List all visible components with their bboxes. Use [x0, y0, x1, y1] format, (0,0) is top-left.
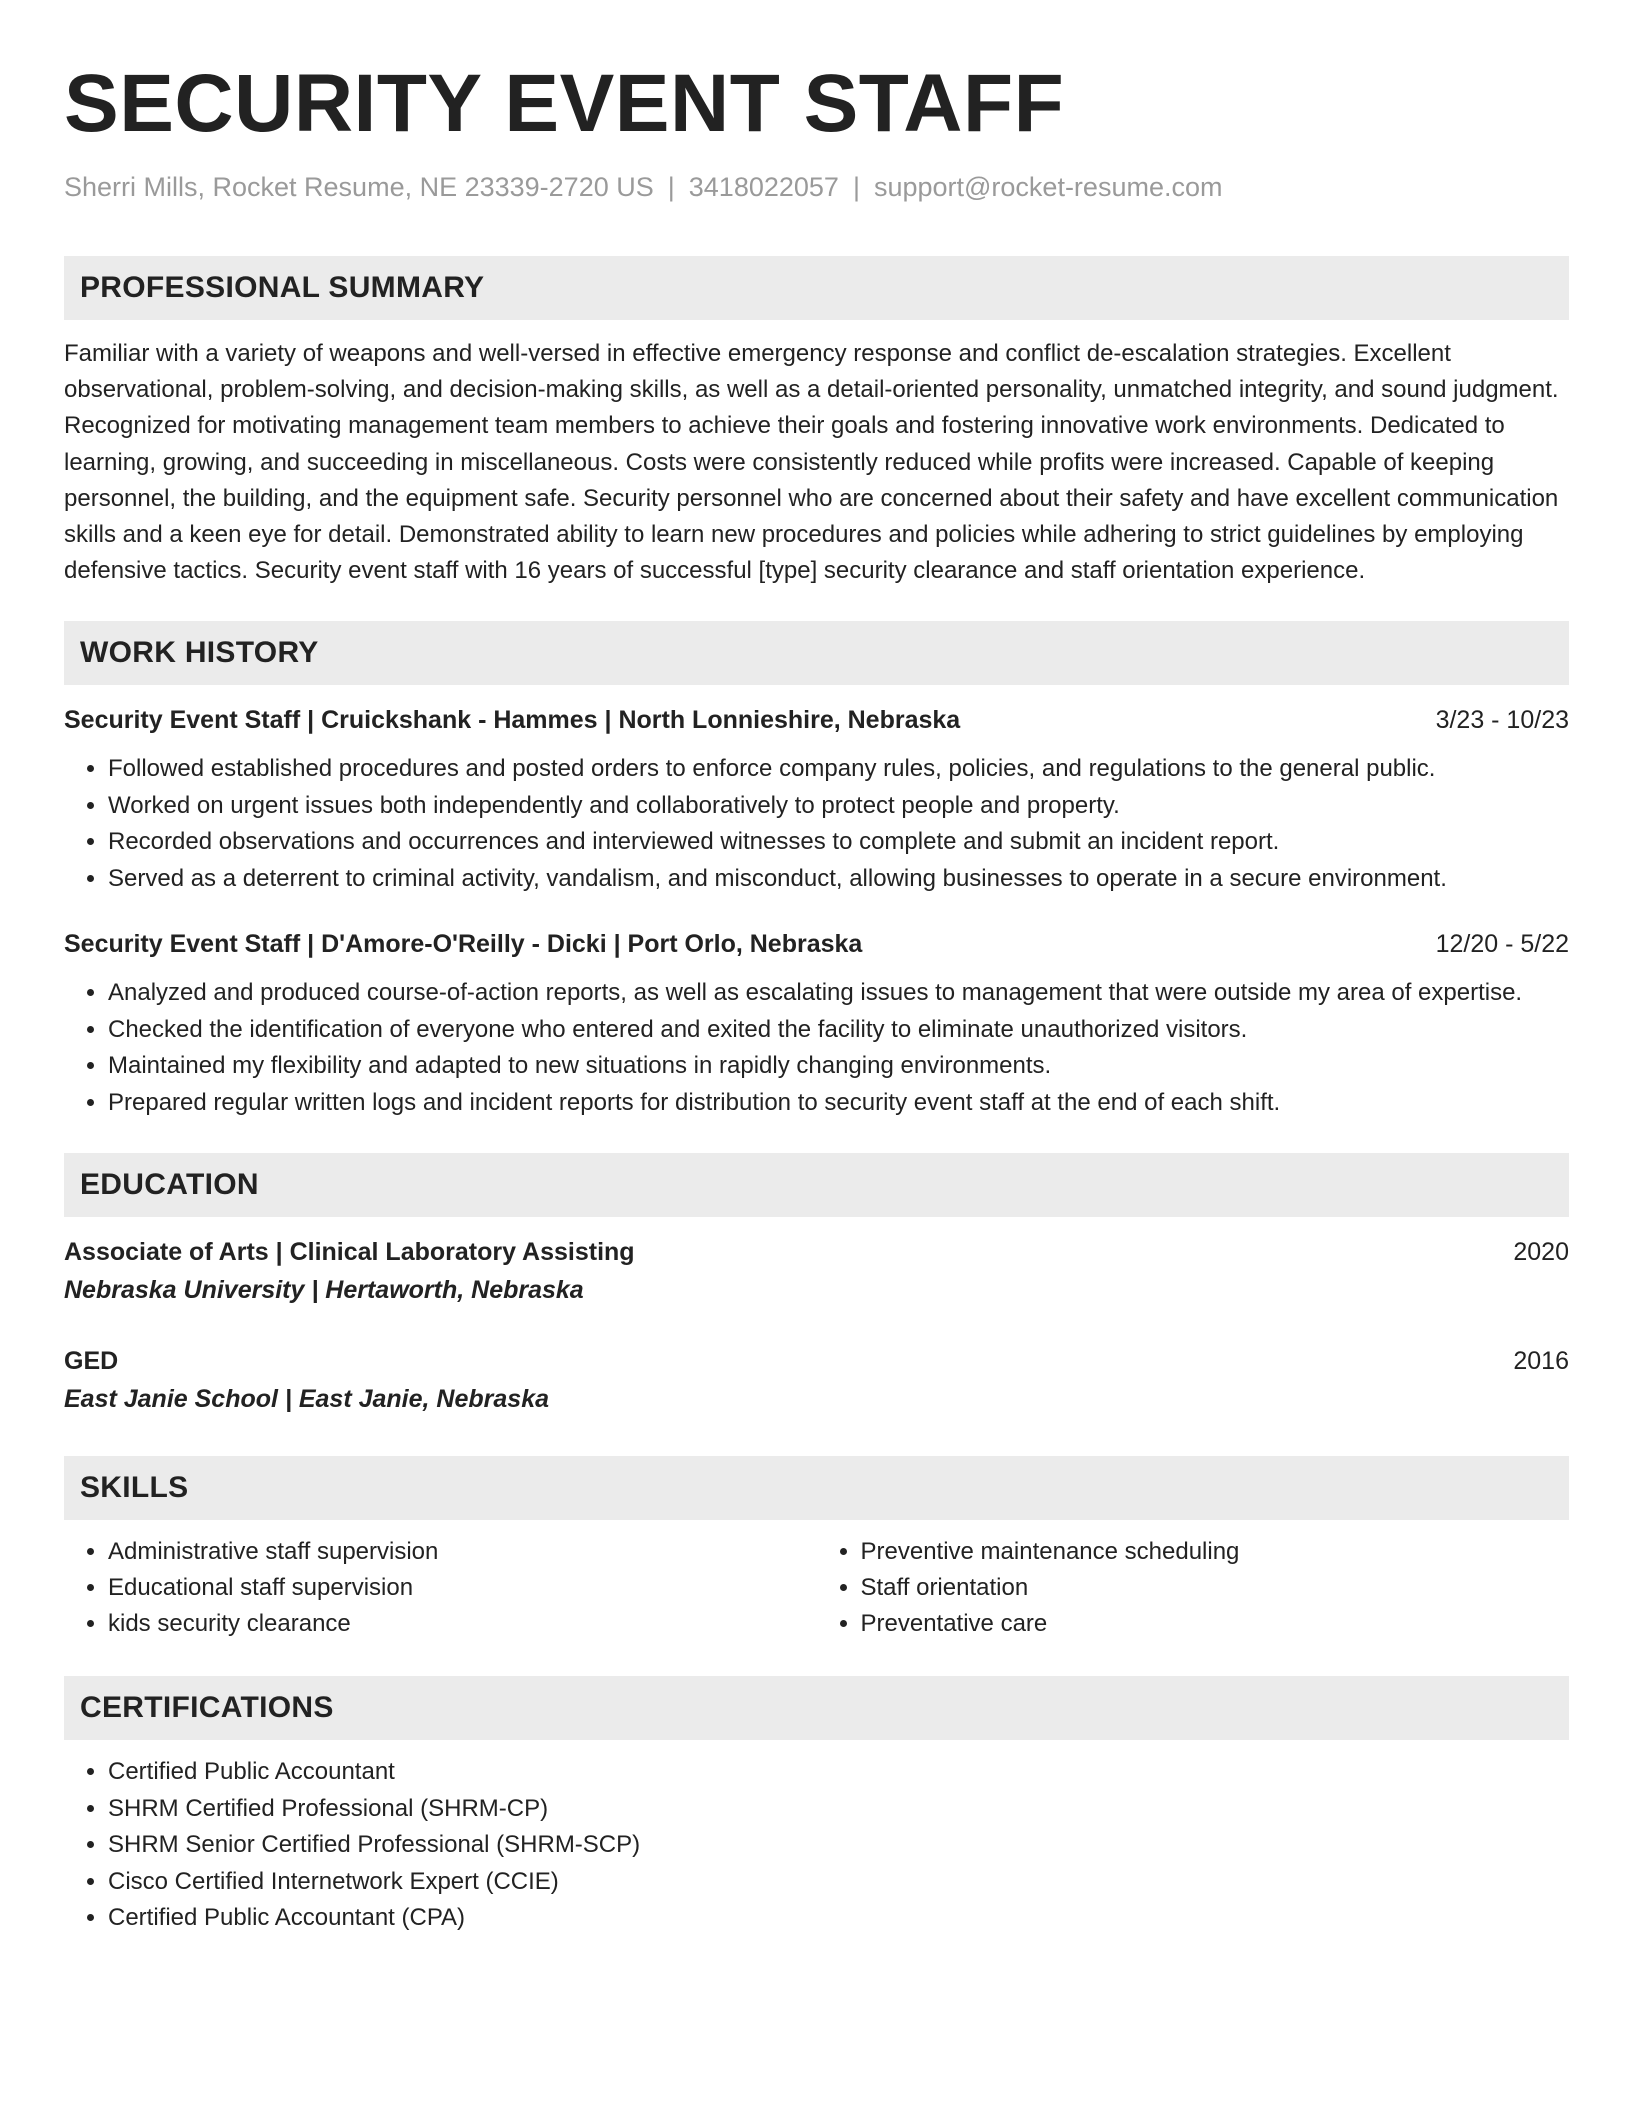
education-header: [64, 1342, 1569, 1380]
job-entry: [64, 701, 1569, 897]
resume-title: SECURITY EVENT STAFF: [64, 58, 1065, 149]
job-bullet: • Analyzed and produced course-of-action reports, as well as escalating issues to management that were outside my area of expertise.: [108, 975, 1569, 1012]
skills-column-right: [817, 1534, 1570, 1642]
education-heading: EDUCATION: [64, 1153, 1569, 1217]
job-bullet: • Served as a deterrent to criminal activity, vandalism, and misconduct, allowing businesses to operate in a secure environment.: [108, 861, 1569, 898]
skill-item: • Preventive maintenance scheduling: [861, 1534, 1570, 1570]
certifications-heading: CERTIFICATIONS: [64, 1676, 1569, 1740]
skill-item: • Educational staff supervision: [108, 1570, 817, 1606]
certification-item: • Certified Public Accountant: [108, 1754, 1569, 1791]
skill-item: • Administrative staff supervision: [108, 1534, 817, 1570]
contact-line: [64, 170, 1569, 204]
education-year: 2020: [1513, 1238, 1569, 1267]
job-entry: [64, 925, 1569, 1121]
skills-heading: SKILLS: [64, 1456, 1569, 1520]
contact-address: Sherri Mills, Rocket Resume, NE 23339-2720 US: [64, 172, 654, 202]
contact-separator: |: [852, 172, 860, 202]
job-title: Security Event Staff | D'Amore-O'Reilly - Dicki | Port Orlo, Nebraska: [64, 930, 863, 959]
skills-column-left: [64, 1534, 817, 1642]
certifications-bullets: [64, 1754, 1569, 1937]
job-bullet: • Recorded observations and occurrences and interviewed witnesses to complete and submit an incident report.: [108, 824, 1569, 861]
skills-list: [64, 1534, 1569, 1642]
job-header: [64, 701, 1569, 739]
job-bullet: • Worked on urgent issues both independently and collaboratively to protect people and property.: [108, 788, 1569, 825]
contact-email[interactable]: support@rocket-resume.com: [873, 172, 1223, 202]
work-history-heading: WORK HISTORY: [64, 621, 1569, 685]
job-bullet: • Checked the identification of everyone who entered and exited the facility to eliminate unauthorized visitors.: [108, 1012, 1569, 1049]
education-school: East Janie School | East Janie, Nebraska: [64, 1385, 549, 1414]
job-bullets: [64, 751, 1569, 897]
summary-text: Familiar with a variety of weapons and well-versed in effective emergency response and conflict de-escalation strategies. Excellent observational, problem-solving, and decision-making skills, as well as a detail-oriented personality, unmatched integrity, and sound judgment. Recognized for motivating management team members to achieve their goals and fostering innovative work environments. Dedicated to learning, growing, and succeeding in miscellaneous. Costs were consistently reduced while profits were increased. Capable of keeping personnel, the building, and the equipment safe. Security personnel who are concerned about their safety and have excellent communication skills and a keen eye for detail. Demonstrated ability to learn new procedures and policies while adhering to strict guidelines by employing defensive tactics. Security event staff with 16 years of successful [type] security clearance and staff orientation experience.: [64, 340, 1559, 585]
education-year: 2016: [1513, 1347, 1569, 1376]
summary-heading: PROFESSIONAL SUMMARY: [64, 256, 1569, 320]
education-entry: [64, 1233, 1569, 1309]
certifications-list: [64, 1754, 1569, 1937]
job-bullet: • Followed established procedures and posted orders to enforce company rules, policies, and regulations to the general public.: [108, 751, 1569, 788]
job-dates: 3/23 - 10/23: [1435, 706, 1569, 735]
education-header: [64, 1233, 1569, 1271]
certification-item: • SHRM Certified Professional (SHRM-CP): [108, 1791, 1569, 1828]
education-entry: [64, 1342, 1569, 1418]
education-degree: Associate of Arts | Clinical Laboratory Assisting: [64, 1238, 635, 1267]
education-degree: GED: [64, 1347, 119, 1376]
certification-item: • Cisco Certified Internetwork Expert (CCIE): [108, 1864, 1569, 1901]
job-header: [64, 925, 1569, 963]
contact-phone: 3418022057: [688, 172, 839, 202]
job-bullets: [64, 975, 1569, 1121]
skill-item: • Staff orientation: [861, 1570, 1570, 1606]
education-school: Nebraska University | Hertaworth, Nebraska: [64, 1276, 584, 1305]
job-bullet: • Maintained my flexibility and adapted to new situations in rapidly changing environments.: [108, 1048, 1569, 1085]
job-title: Security Event Staff | Cruickshank - Hammes | North Lonnieshire, Nebraska: [64, 706, 961, 735]
contact-separator: |: [667, 172, 675, 202]
job-dates: 12/20 - 5/22: [1435, 930, 1569, 959]
certification-item: • SHRM Senior Certified Professional (SHRM-SCP): [108, 1827, 1569, 1864]
job-bullet: • Prepared regular written logs and incident reports for distribution to security event staff at the end of each shift.: [108, 1085, 1569, 1122]
skill-item: • kids security clearance: [108, 1606, 817, 1642]
certification-item: • Certified Public Accountant (CPA): [108, 1900, 1569, 1937]
skill-item: • Preventative care: [861, 1606, 1570, 1642]
